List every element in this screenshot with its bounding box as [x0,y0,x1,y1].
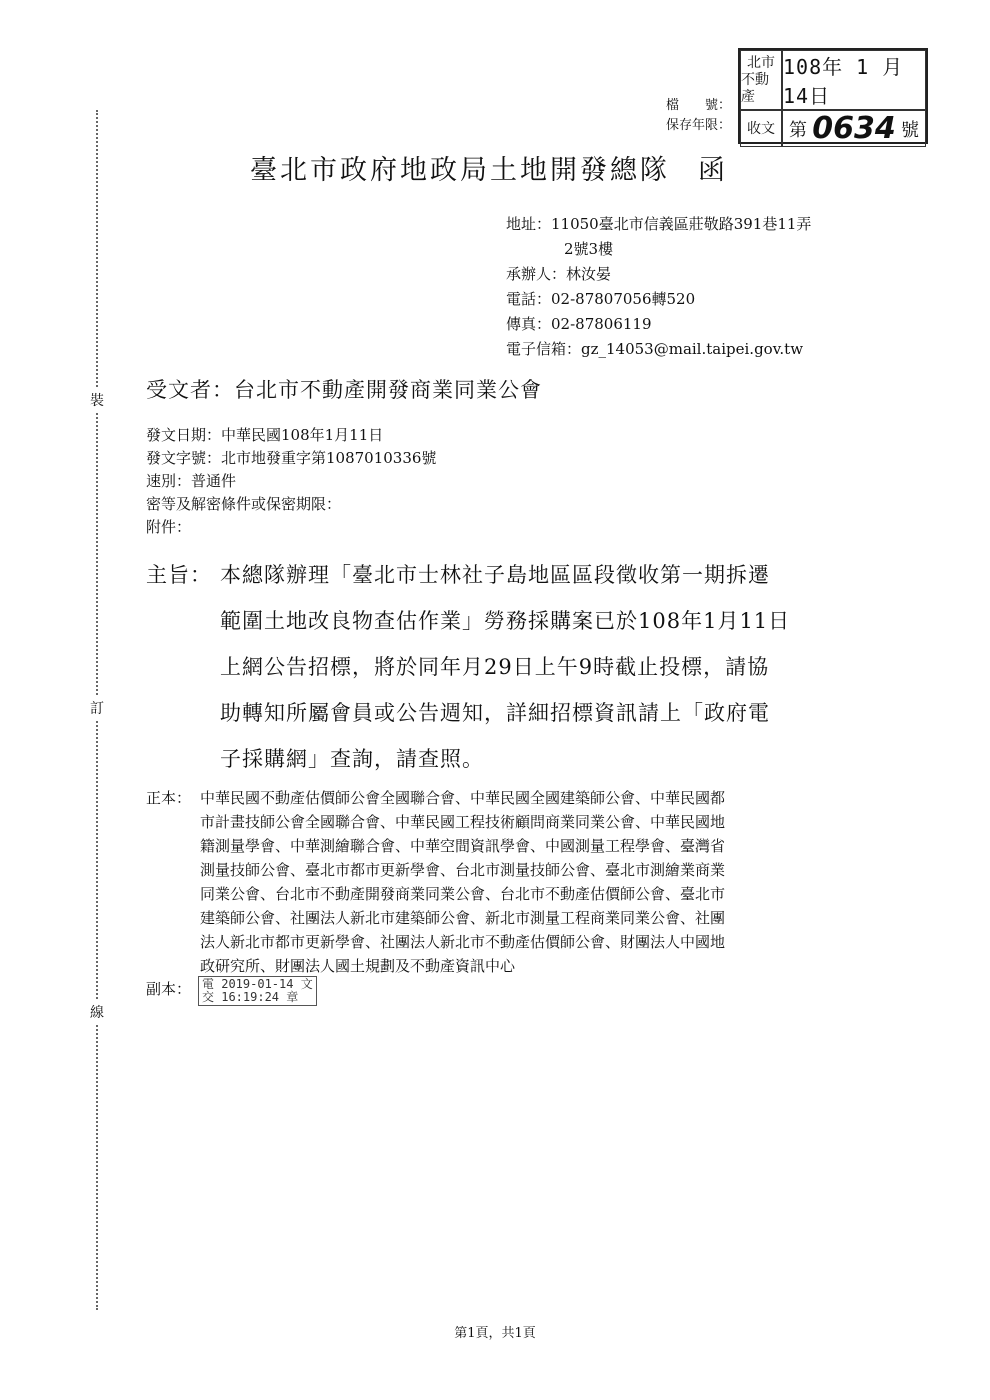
handler: 承辦人：林汝晏 [506,265,612,283]
original-copies-label: 正本： [146,789,192,807]
address-line2: 2號3樓 [564,240,614,258]
stamp-received-label: 收文 [740,110,782,147]
archive-number-label: 檔 號： [666,98,732,113]
binding-mark-ding: 訂 [88,696,106,720]
stamp-org-line2: 不動產 [741,71,769,105]
electronic-dispatch-stamp [198,976,317,1006]
fax: 傳真：02-87806119 [506,315,652,333]
document-type: 函 [698,155,728,186]
original-copies-section [146,786,876,978]
stamp-number-prefix: 第 [789,119,807,141]
page-number: 第1頁，共1頁 [454,1326,536,1341]
copies-line: 建築師公會、社團法人新北市建築師公會、新北市測量工程商業同業公會、社團 [200,909,726,927]
subject-text [220,552,866,782]
secrecy: 密等及解密條件或保密期限： [146,495,342,513]
dispatch-stamp-line2: 交 16:19:24 章 [202,990,299,1004]
retention-label: 保存年限： [666,118,732,133]
stamp-number-suffix: 號 [901,119,919,141]
subject-line: 上網公告招標，將於同年月29日上午9時截止投標，請協 [220,655,770,679]
stamp-org [740,50,782,110]
subject-line: 範圍土地改良物查估作業」勞務採購案已於108年1月11日 [220,609,791,633]
subject-line: 子採購網」查詢，請查照。 [220,747,484,771]
subject-line: 本總隊辦理「臺北市士林社子島地區區段徵收第一期拆遷 [220,563,770,587]
copies-line: 市計畫技師公會全國聯合會、中華民國工程技術顧問商業同業公會、中華民國地 [200,813,726,831]
file-labels [666,96,731,136]
issue-date: 發文日期：中華民國108年1月11日 [146,426,384,444]
reference-number: 發文字號：北市地發重字第1087010336號 [146,449,437,467]
stamp-date: 108年 1 月 14日 [782,50,926,110]
binding-mark-zhuang: 裝 [88,388,106,412]
email: 電子信箱：gz_14053@mail.taipei.gov.tw [506,340,804,358]
document-meta [146,424,436,539]
copies-line: 中華民國不動產估價師公會全國聯合會、中華民國全國建築師公會、中華民國都 [200,789,726,807]
receipt-stamp [738,48,928,144]
copies-line: 籍測量學會、中華測繪聯合會、中華空間資訊學會、中國測量工程學會、臺灣省 [200,837,726,855]
stamp-org-line1: 北市 [747,54,775,71]
copies-line: 同業公會、台北市不動產開發商業同業公會、台北市不動產估價師公會、臺北市 [200,885,726,903]
stamp-number [782,110,926,147]
binding-mark-xian: 線 [88,1000,106,1024]
subject-section [146,552,866,782]
subject-label: 主旨： [146,563,212,587]
stamp-number-value: 0634 [812,111,896,146]
copies-line: 政研究所、財團法人國土規劃及不動產資訊中心 [200,957,516,975]
phone: 電話：02-87807056轉520 [506,290,696,308]
speed: 速別：普通件 [146,472,237,490]
vice-copy-label: 副本： [146,980,192,998]
agency-name: 臺北市政府地政局土地開發總隊 [250,155,670,186]
address-line1: 地址：11050臺北市信義區莊敬路391巷11弄 [506,215,812,233]
copies-line: 測量技師公會、臺北市都市更新學會、台北市測量技師公會、臺北市測繪業商業 [200,861,726,879]
document-header [250,148,728,187]
subject-line: 助轉知所屬會員或公告週知，詳細招標資訊請上「政府電 [220,701,770,725]
copies-line: 法人新北市都市更新學會、社團法人新北市不動產估價師公會、財團法人中國地 [200,933,726,951]
dispatch-stamp-line1: 電 2019-01-14 文 [202,977,313,991]
contact-block [506,212,811,362]
original-copies-text [200,786,876,978]
attachments: 附件： [146,518,192,536]
recipient: 受文者：台北市不動產開發商業同業公會 [146,378,542,402]
